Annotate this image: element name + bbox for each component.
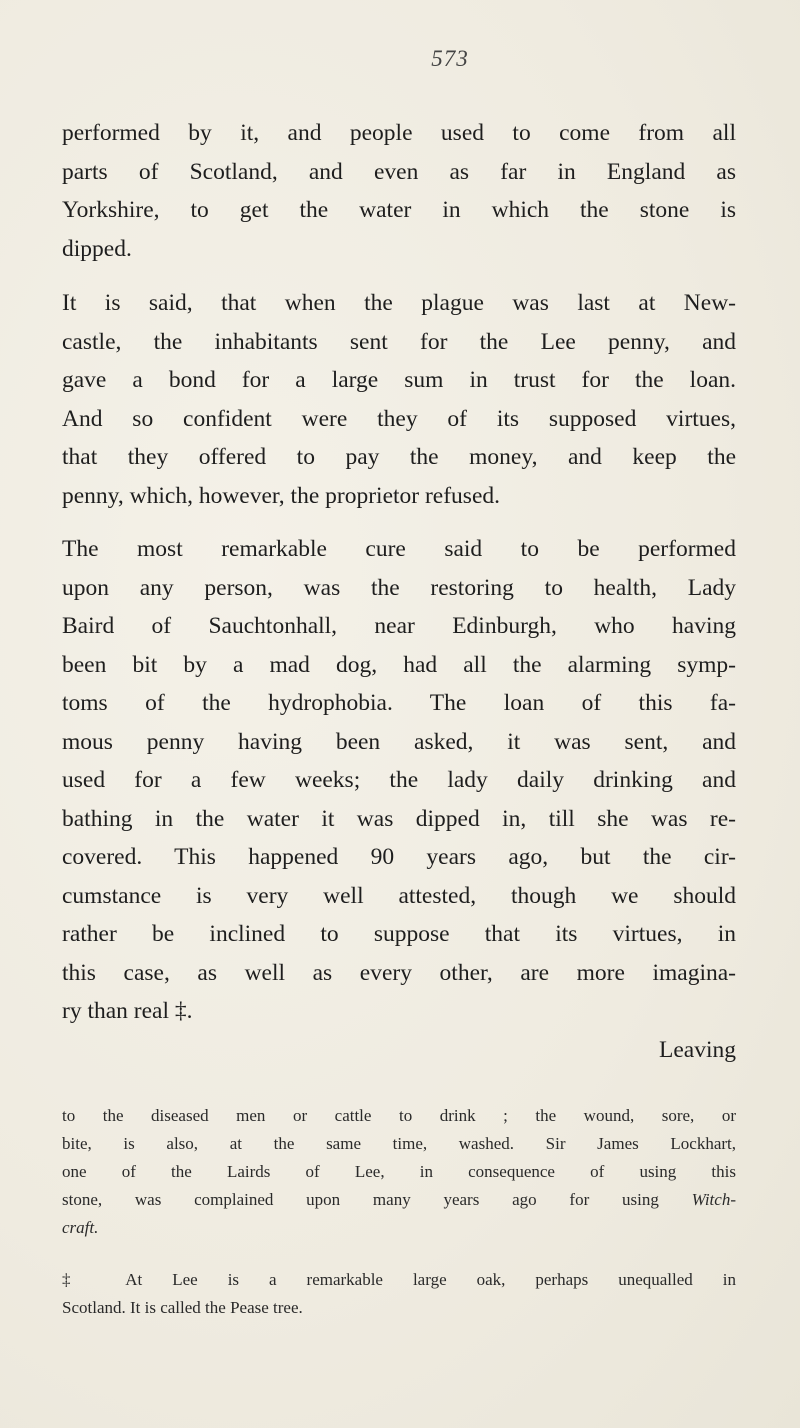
text-line: mous penny having been asked, it was sent, and xyxy=(62,728,736,755)
text-line: penny, which, however, the proprietor refused. xyxy=(62,482,501,509)
paragraph-2 xyxy=(62,284,736,515)
footnote-double-dagger xyxy=(62,1266,736,1322)
footnote-continuation xyxy=(62,1102,736,1242)
text-line: covered. This happened 90 years ago, but the cir- xyxy=(62,844,736,870)
text-line: cumstance is very well attested, though we should xyxy=(62,882,736,909)
text-line: upon any person, was the restoring to health, Lady xyxy=(62,574,736,601)
page-number: 573 xyxy=(431,46,469,71)
text-line: gave a bond for a large sum in trust for the loan. xyxy=(62,367,736,393)
footnote-line: Scotland. It is called the Pease tree. xyxy=(62,1298,303,1317)
text-line: And so confident were they of its supposed virtues, xyxy=(62,405,736,432)
footnote-line-text: stone, was complained upon many years ago for using xyxy=(62,1190,659,1209)
text-line: performed by it, and people used to come from all xyxy=(62,120,736,146)
text-line: that they offered to pay the money, and keep the xyxy=(62,444,736,470)
text-line: toms of the hydrophobia. The loan of this fa- xyxy=(62,690,736,716)
text-line: It is said, that when the plague was last at New- xyxy=(62,290,736,316)
footnote-line: bite, is also, at the same time, washed. Sir James Lockhart, xyxy=(62,1134,736,1153)
footnote-italic-line: craft. xyxy=(62,1218,99,1237)
text-line: rather be inclined to suppose that its virtues, in xyxy=(62,921,736,947)
footnote-line: to the diseased men or cattle to drink ; the wound, sore, or xyxy=(62,1106,736,1125)
text-line: been bit by a mad dog, had all the alarming symp- xyxy=(62,651,736,678)
text-line: ry than real ‡. xyxy=(62,998,193,1024)
text-line: Yorkshire, to get the water in which the stone is xyxy=(62,197,736,223)
footnote-line xyxy=(62,1186,736,1214)
paragraph-1 xyxy=(62,114,736,268)
footnote-line: one of the Lairds of Lee, in consequence of using this xyxy=(62,1162,736,1181)
text-line: dipped. xyxy=(62,235,132,262)
text-line: parts of Scotland, and even as far in England as xyxy=(62,158,736,185)
text-line: The most remarkable cure said to be performed xyxy=(62,536,736,562)
paragraph-3 xyxy=(62,530,736,1069)
text-line: castle, the inhabitants sent for the Lee penny, and xyxy=(62,328,736,355)
footnote-italic-word: Witch- xyxy=(691,1190,736,1209)
text-line: this case, as well as every other, are more imagina- xyxy=(62,959,736,986)
text-line: bathing in the water it was dipped in, till she was re- xyxy=(62,805,736,832)
footnote-line: ‡ At Lee is a remarkable large oak, perhaps unequalled in xyxy=(62,1270,736,1289)
text-line: used for a few weeks; the lady daily drinking and xyxy=(62,767,736,793)
text-line: Baird of Sauchtonhall, near Edinburgh, who having xyxy=(62,613,736,639)
catchword: Leaving xyxy=(659,1036,736,1063)
